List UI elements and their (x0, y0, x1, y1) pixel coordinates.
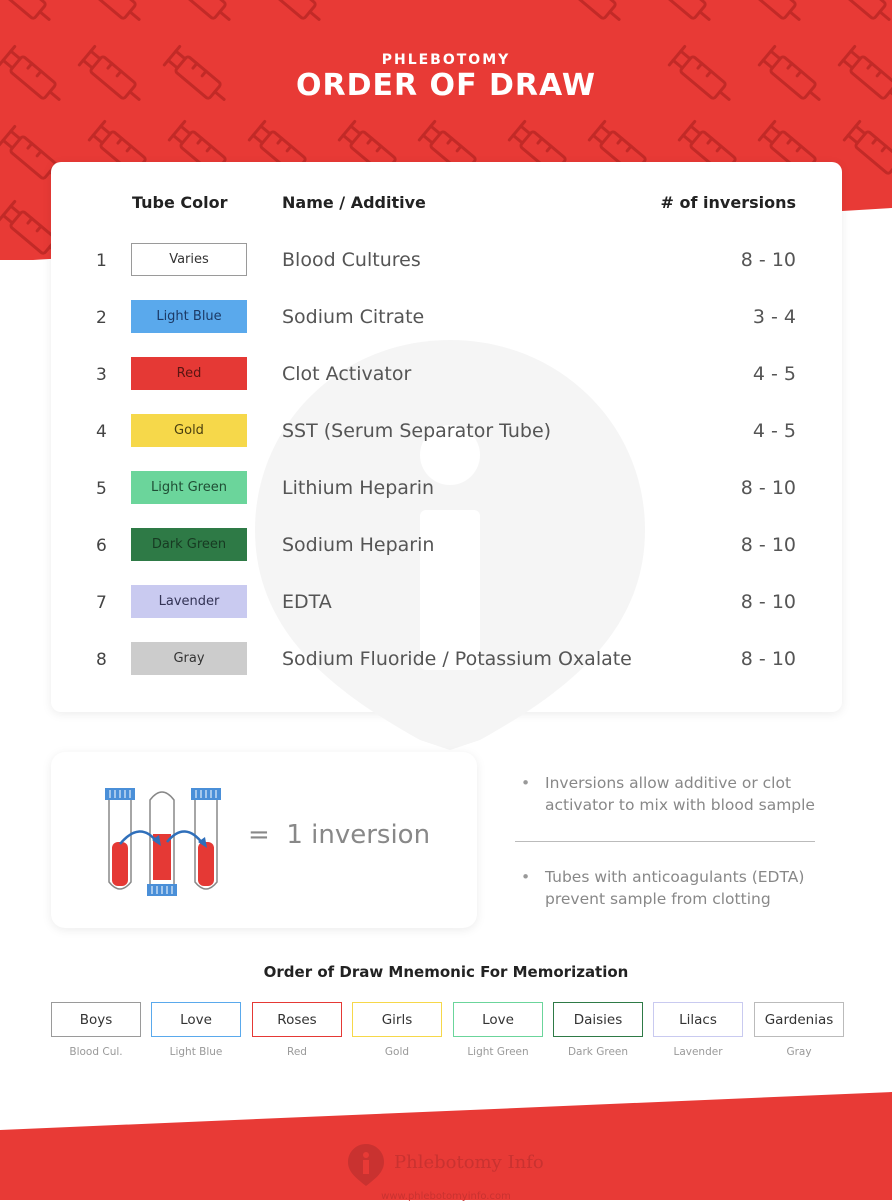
table-row (0, 414, 892, 450)
mnemonic-word: Gardenias (754, 1002, 844, 1037)
mnemonic-word: Love (453, 1002, 543, 1037)
mnemonic-tube-label: Gray (786, 1046, 812, 1058)
mnemonic-title: Order of Draw Mnemonic For Memorization (263, 963, 629, 981)
row-number: 1 (96, 251, 107, 271)
additive-name: Sodium Heparin (282, 534, 435, 556)
mnemonic-word: Love (151, 1002, 241, 1037)
inversion-count: 8 - 10 (740, 591, 796, 613)
table-row (0, 243, 892, 279)
mnemonic-tube-label: Light Blue (169, 1046, 223, 1058)
inversion-count: 4 - 5 (752, 363, 796, 385)
row-number: 3 (96, 365, 107, 385)
col-header-inversions: # of inversions (660, 193, 796, 212)
additive-name: Lithium Heparin (282, 477, 435, 499)
mnemonic-tube-label: Dark Green (567, 1046, 629, 1058)
inversion-count: 3 - 4 (752, 306, 796, 328)
page-title: ORDER OF DRAW (296, 68, 596, 103)
additive-name: Blood Cultures (282, 249, 421, 271)
mnemonic-tube-label: Red (287, 1046, 307, 1058)
table-row (0, 357, 892, 393)
mnemonic-word: Girls (352, 1002, 442, 1037)
table-row (0, 642, 892, 678)
additive-name: Clot Activator (282, 363, 412, 385)
tube-color-swatch: Red (131, 357, 247, 390)
inversion-count: 8 - 10 (740, 534, 796, 556)
tube-inversion-illustration (95, 782, 230, 902)
inversion-count: 8 - 10 (740, 648, 796, 670)
mnemonic-tube-label: Blood Cul. (69, 1046, 123, 1058)
table-row (0, 300, 892, 336)
bullet-dot: • (521, 774, 531, 792)
additive-name: SST (Serum Separator Tube) (282, 420, 552, 442)
col-header-tube-color: Tube Color (132, 193, 228, 212)
tube-color-swatch: Dark Green (131, 528, 247, 561)
mnemonic-tube-label: Gold (384, 1046, 410, 1058)
tube-color-swatch: Light Blue (131, 300, 247, 333)
mnemonic-word: Lilacs (653, 1002, 743, 1037)
mnemonic-word: Daisies (553, 1002, 643, 1037)
additive-name: EDTA (282, 591, 332, 613)
mnemonic-word: Roses (252, 1002, 342, 1037)
col-header-name: Name / Additive (282, 193, 426, 212)
inversion-label: 1 inversion (286, 820, 431, 850)
table-row (0, 471, 892, 507)
table-row (0, 528, 892, 564)
tube-color-swatch: Lavender (131, 585, 247, 618)
mnemonic-tube-label: Lavender (673, 1046, 723, 1058)
brand-logo-icon (346, 1142, 386, 1188)
header-kicker: PHLEBOTOMY (381, 52, 511, 68)
inversion-count: 8 - 10 (740, 249, 796, 271)
row-number: 6 (96, 536, 107, 556)
equals-sign: = (248, 820, 270, 850)
table-row (0, 585, 892, 621)
tube-color-swatch: Gold (131, 414, 247, 447)
bullet-dot: • (521, 868, 531, 886)
bullet-text-1: Inversions allow additive or clot activator to mix with blood sample (545, 774, 815, 814)
bullet-inversions (521, 772, 825, 816)
row-number: 2 (96, 308, 107, 328)
tube-color-swatch: Varies (131, 243, 247, 276)
tube-color-swatch: Gray (131, 642, 247, 675)
additive-name: Sodium Fluoride / Potassium Oxalate (282, 648, 632, 670)
inversion-equation (248, 820, 430, 850)
mnemonic-word: Boys (51, 1002, 141, 1037)
bullet-anticoagulants (521, 866, 825, 910)
inversion-count: 8 - 10 (740, 477, 796, 499)
mnemonic-tube-label: Light Green (467, 1046, 529, 1058)
footer-brand: Phlebotomy Info (394, 1152, 544, 1173)
footer-url: www.phlebotomyinfo.com (381, 1191, 511, 1202)
additive-name: Sodium Citrate (282, 306, 425, 328)
row-number: 5 (96, 479, 107, 499)
row-number: 8 (96, 650, 107, 670)
bullet-text-2: Tubes with anticoagulants (EDTA) prevent sample from clotting (545, 868, 805, 908)
inversion-count: 4 - 5 (752, 420, 796, 442)
tube-color-swatch: Light Green (131, 471, 247, 504)
row-number: 4 (96, 422, 107, 442)
bullet-divider (515, 841, 815, 842)
row-number: 7 (96, 593, 107, 613)
page-header (0, 52, 892, 103)
